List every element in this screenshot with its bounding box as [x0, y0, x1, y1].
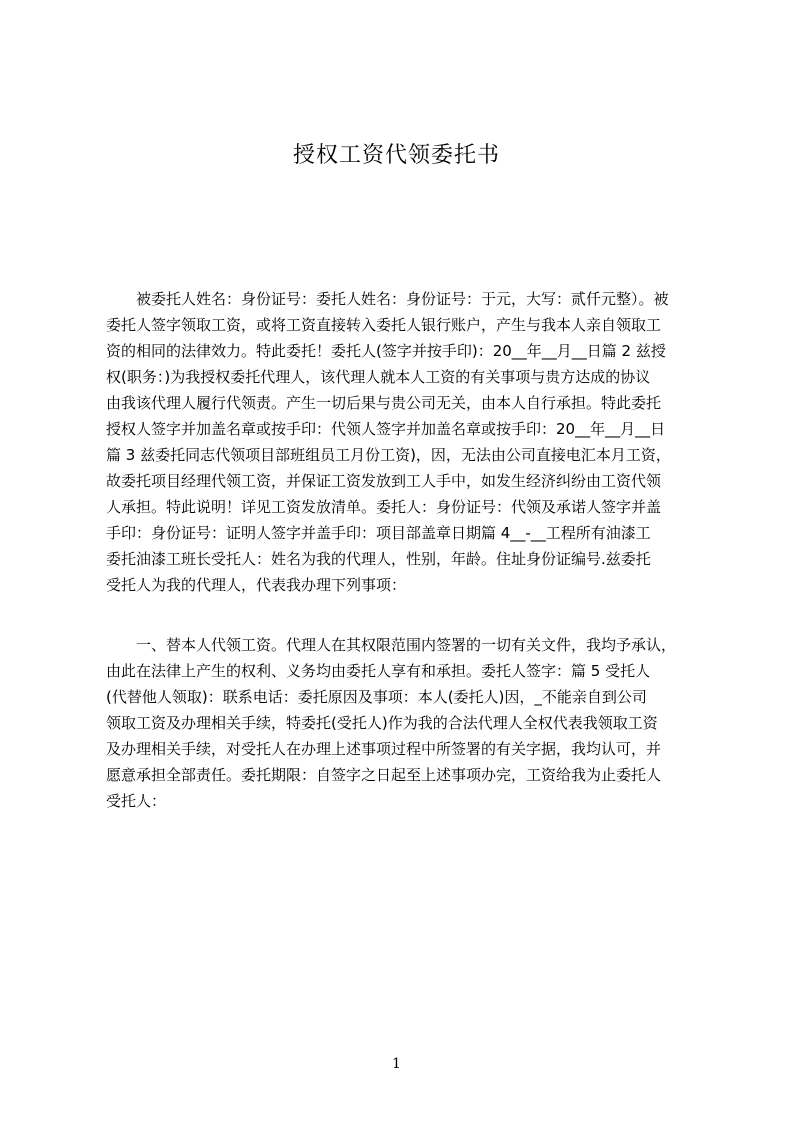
text-line: 资的相同的法律效力。特此委托！委托人(签字并按手印)：20__年__月__日篇 2 兹授	[106, 342, 666, 360]
document-title: 授权工资代领委托书	[292, 143, 500, 168]
paragraph-2	[106, 632, 698, 814]
text-line: 故委托项目经理代领工资，并保证工资发放到工人手中，如发生经济纠纷由工资代领	[106, 472, 662, 490]
text-line: 人承担。特此说明！详见工资发放清单。委托人：身份证号：代领及承诺人签字并盖	[106, 498, 662, 516]
text-line: 由我该代理人履行代领责。产生一切后果与贵公司无关，由本人自行承担。特此委托	[106, 394, 662, 412]
text-line: 领取工资及办理相关手续，特委托(受托人)作为我的合法代理人全权代表我领取工资	[106, 714, 658, 732]
text-line: 受托人为我的代理人，代表我办理下列事项：	[106, 576, 407, 594]
text-line: 及办理相关手续，对受托人在办理上述事项过程中所签署的有关字据，我均认可，并	[106, 740, 662, 758]
text-line: 被委托人姓名：身份证号：委托人姓名：身份证号：于元，大写：贰仟元整）。被	[106, 290, 669, 308]
text-line: 委托人签字领取工资，或将工资直接转入委托人银行账户，产生与我本人亲自领取工	[106, 316, 662, 334]
page-number: 1	[392, 1056, 401, 1072]
text-line: 愿意承担全部责任。委托期限：自签字之日起至上述事项办完，工资给我为止委托人	[106, 766, 662, 784]
paragraph-1	[106, 286, 698, 598]
text-line: 受托人：	[106, 792, 167, 810]
text-line: 权(职务：)为我授权委托代理人，该代理人就本人工资的有关事项与贵方达成的协议	[106, 368, 651, 386]
text-line: 手印：身份证号：证明人签字并盖手印：项目部盖章日期篇 4__-__工程所有油漆工	[106, 524, 651, 542]
text-line: 由此在法律上产生的权利、义务均由委托人享有和承担。委托人签字：篇 5 受托人	[106, 662, 651, 680]
text-line: (代替他人领取)：联系电话：委托原因及事项：本人(委托人)因，_不能亲自到公司	[106, 688, 647, 706]
text-line: 一、替本人代领工资。代理人在其权限范围内签署的一切有关文件，我均予承认，	[106, 636, 677, 654]
text-line: 委托油漆工班长受托人：姓名为我的代理人，性别，年龄。住址身份证编号.兹委托	[106, 550, 651, 568]
text-line: 篇 3 兹委托同志代领项目部班组员工月份工资)，因，无法由公司直接电汇本月工资，	[106, 446, 671, 464]
text-line: 授权人签字并加盖名章或按手印：代领人签字并加盖名章或按手印：20__年__月__日	[106, 420, 666, 438]
